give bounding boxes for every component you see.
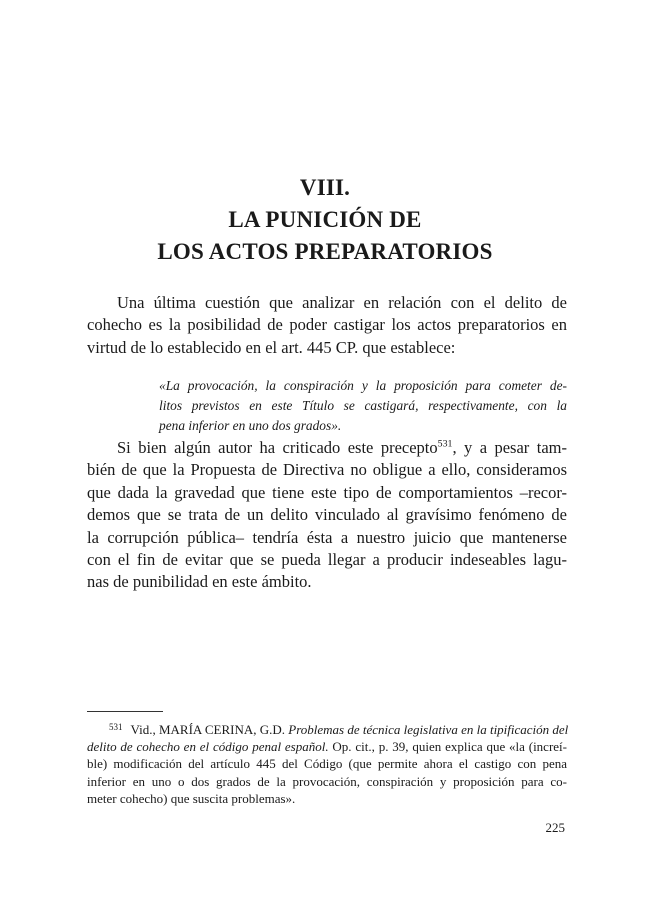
page-number: 225 bbox=[545, 820, 565, 835]
paragraph-2-line: que dada la gravedad que tiene este tipo de comportamientos –recor- bbox=[87, 482, 567, 502]
footnote-reference[interactable]: 531 bbox=[437, 438, 453, 450]
footnote-line bbox=[87, 719, 567, 738]
footnote-line bbox=[87, 738, 567, 755]
chapter-title-line-1: LA PUNICIÓN DE bbox=[228, 207, 422, 232]
footnote-divider bbox=[87, 711, 163, 712]
footnote-text: Vid., MARÍA CERINA, G.D. bbox=[130, 722, 289, 737]
quote-line: «La provocación, la conspiración y la proposición para cometer de- bbox=[159, 378, 567, 393]
footnote-line: inferior en uno o dos grados de la provocación, conspiración y proposición para co- bbox=[87, 773, 567, 789]
chapter-title-line-2: LOS ACTOS PREPARATORIOS bbox=[157, 239, 493, 264]
footnote bbox=[87, 719, 567, 807]
footnote-number: 531 bbox=[109, 722, 123, 732]
footnote-work-title: delito de cohecho en el código penal español. bbox=[87, 739, 329, 755]
paragraph-2-line: nas de punibilidad en este ámbito. bbox=[87, 572, 312, 592]
paragraph-2-text: , y a pesar tam- bbox=[452, 438, 567, 457]
paragraph-2-line: con el fin de evitar que se pueda llegar a producir indeseables lagu- bbox=[87, 550, 567, 570]
chapter-heading bbox=[0, 172, 650, 268]
paragraph-2-line: demos que se trata de un delito vinculado al gravísimo fenómeno de bbox=[87, 505, 567, 525]
footnote-text: Op. cit., p. 39, quien explica que «la (increí- bbox=[328, 739, 567, 755]
block-quote bbox=[159, 376, 567, 436]
paragraph-2-text: Si bien algún autor ha criticado este precepto bbox=[117, 438, 438, 457]
chapter-number: VIII. bbox=[299, 175, 351, 200]
paragraph-1-line: Una última cuestión que analizar en relación con el delito de bbox=[117, 293, 567, 312]
paragraph-2 bbox=[87, 437, 567, 594]
footnote-line: meter cohecho) que suscita problemas». bbox=[87, 790, 296, 806]
quote-line: litos previstos en este Título se castigará, respectivamente, con la bbox=[159, 398, 567, 413]
paragraph-2-line bbox=[87, 437, 567, 459]
paragraph-1-line: cohecho es la posibilidad de poder castigar los actos preparatorios en bbox=[87, 315, 567, 335]
footnote-line: ble) modificación del artículo 445 del Código (que permite ahora el castigo con pena bbox=[87, 756, 567, 772]
paragraph-2-line: la corrupción pública– tendría ésta a nuestro juicio que mantenerse bbox=[87, 527, 567, 547]
paragraph-1 bbox=[87, 292, 567, 359]
paragraph-1-line: virtud de lo establecido en el art. 445 CP. que establece: bbox=[87, 337, 456, 357]
paragraph-2-line: bién de que la Propuesta de Directiva no obligue a ello, consideramos bbox=[87, 460, 567, 480]
footnote-work-title: Problemas de técnica legislativa en la tipificación del bbox=[288, 722, 569, 737]
quote-line: pena inferior en uno dos grados». bbox=[159, 418, 342, 433]
